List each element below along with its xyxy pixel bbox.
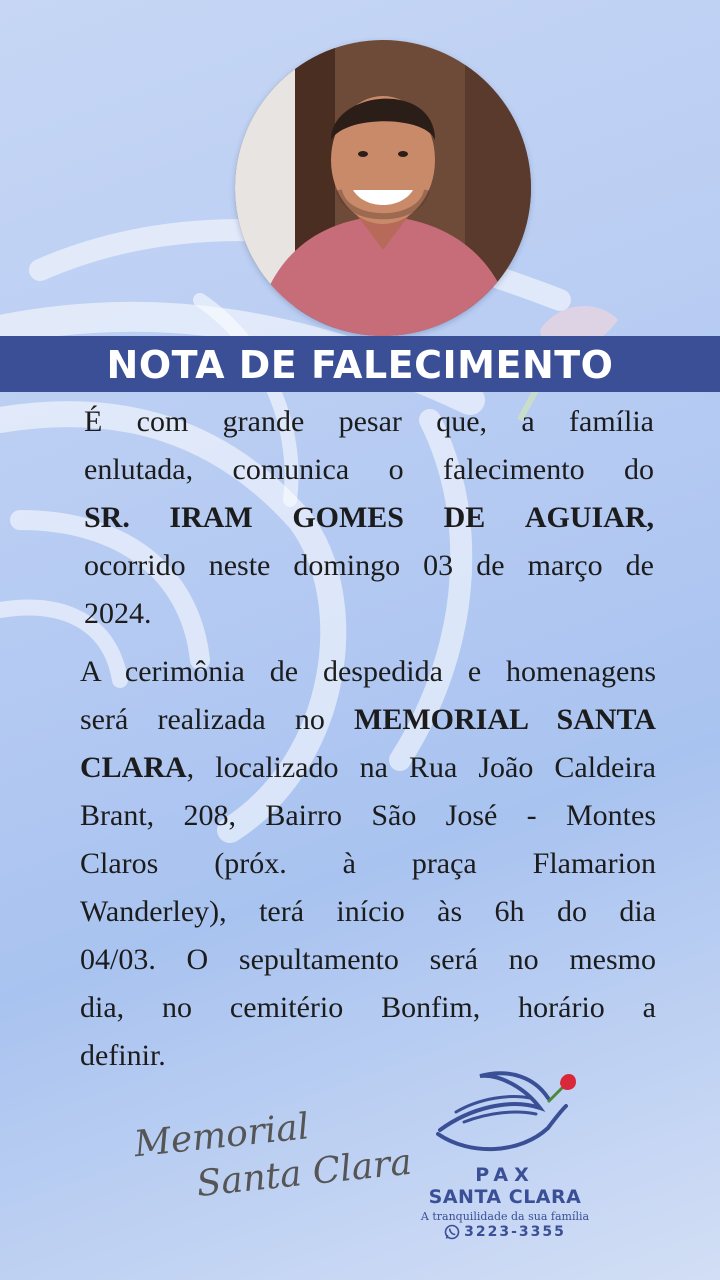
text-line: dia, no cemitério Bonfim, horário a bbox=[80, 991, 656, 1024]
text-line: 04/03. O sepultamento será no mesmo bbox=[80, 943, 656, 976]
ceremony-paragraph bbox=[80, 648, 656, 1080]
text-line-1: É com grande pesar que, a família bbox=[84, 405, 654, 438]
text-line: A cerimônia de despedida e homenagens bbox=[80, 655, 656, 688]
announcement-paragraph bbox=[84, 398, 654, 638]
text-line: será realizada no MEMORIAL SANTA bbox=[80, 703, 656, 736]
text-line: definir. bbox=[80, 1039, 166, 1072]
signature-line-2: Santa Clara bbox=[194, 1141, 414, 1206]
whatsapp-icon bbox=[444, 1224, 460, 1240]
logo-tagline: A tranquilidade da sua família bbox=[420, 1210, 590, 1223]
logo-phone: 3223-3355 bbox=[420, 1224, 590, 1240]
text-line-5: 2024. bbox=[84, 597, 152, 630]
dove-logo-icon bbox=[420, 1068, 590, 1164]
title-banner bbox=[0, 336, 720, 392]
text-line-2: enlutada, comunica o falecimento do bbox=[84, 453, 654, 486]
page-title: NOTA DE FALECIMENTO bbox=[106, 343, 614, 387]
logo-brand-top: PAX bbox=[475, 1164, 535, 1186]
text-line: CLARA, localizado na Rua João Caldeira bbox=[80, 751, 656, 784]
logo-brand-bottom: SANTA CLARA bbox=[428, 1186, 582, 1208]
deceased-name: SR. IRAM GOMES DE AGUIAR, bbox=[84, 501, 654, 534]
signature-line-1: Memorial bbox=[132, 1106, 312, 1166]
text-line: Claros (próx. à praça Flamarion bbox=[80, 847, 656, 880]
text-line: Wanderley), terá início às 6h do dia bbox=[80, 895, 656, 928]
pax-santa-clara-logo bbox=[420, 1068, 590, 1248]
text-line: Brant, 208, Bairro São José - Montes bbox=[80, 799, 656, 832]
text-line-4: ocorrido neste domingo 03 de março de bbox=[84, 549, 654, 582]
portrait-photo bbox=[235, 40, 531, 336]
